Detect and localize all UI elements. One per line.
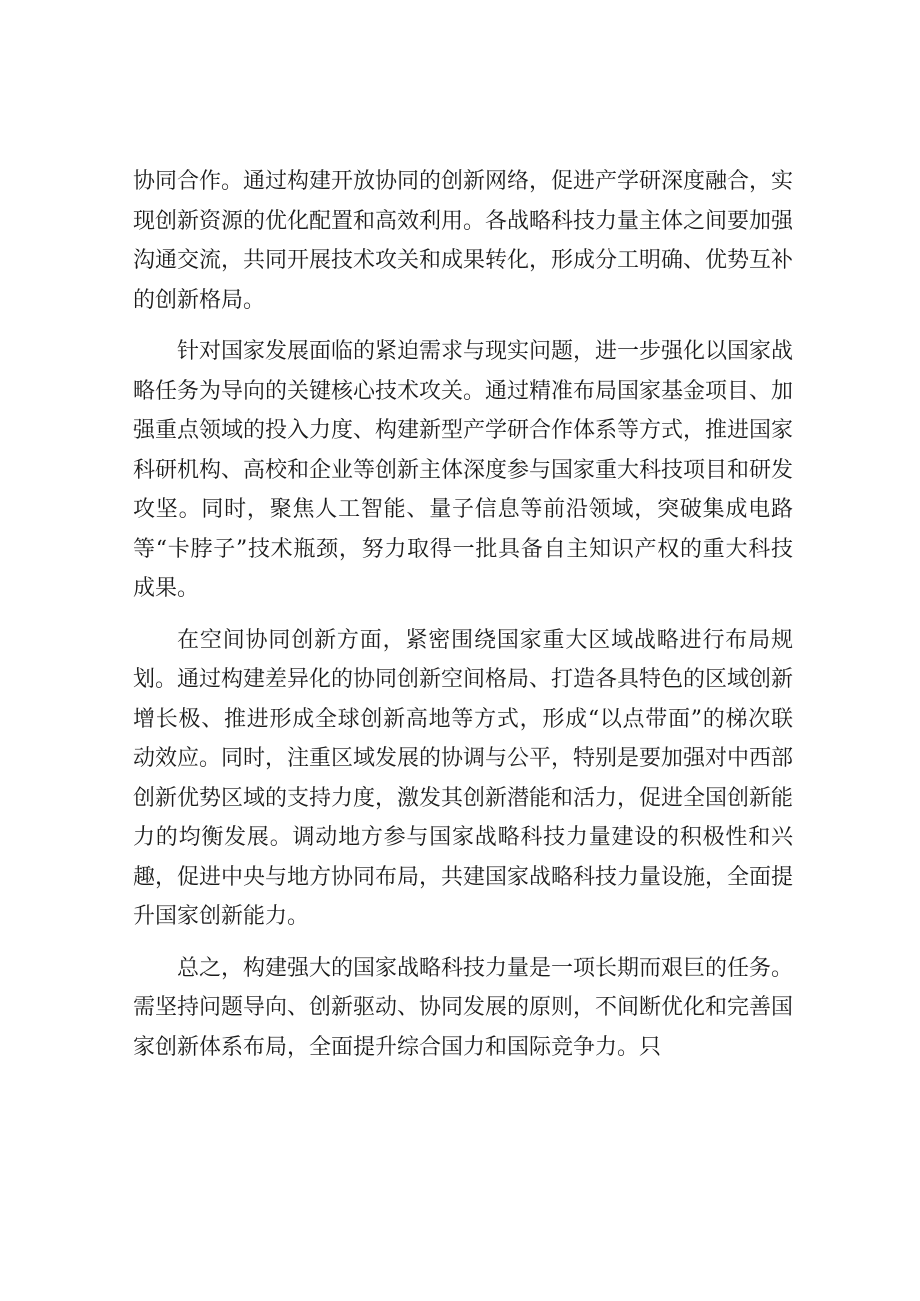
paragraph-continuation: 协同合作。通过构建开放协同的创新网络，促进产学研深度融合，实现创新资源的优化配置和高效利用。各战略科技力量主体之间要加强沟通交流，共同开展技术攻关和成果转化，形成分工明确、优势互补的创新格局。 xyxy=(133,169,794,313)
paragraph-spatial-innovation: 在空间协同创新方面，紧密围绕国家重大区域战略进行布局规划。通过构建差异化的协同创新空间格局、打造各具特色的区域创新增长极、推进形成全球创新高地等方式，形成“以点带面”的梯次联动效应。同时，注重区域发展的协调与公平，特别是要加强对中西部创新优势区域的支持力度，激发其创新潜能和活力，促进全国创新能力的均衡发展。调动地方参与国家战略科技力量建设的积极性和兴趣，促进中央与地方协同布局，共建国家战略科技力量设施，全面提升国家创新能力。 xyxy=(133,627,794,929)
document-body xyxy=(133,162,793,1079)
paragraph-conclusion: 总之，构建强大的国家战略科技力量是一项长期而艰巨的任务。需坚持问题导向、创新驱动、协同发展的原则，不间断优化和完善国家创新体系布局，全面提升综合国力和国际竞争力。只 xyxy=(133,955,794,1060)
paragraph-key-technology: 针对国家发展面临的紧迫需求与现实问题，进一步强化以国家战略任务为导向的关键核心技术攻关。通过精准布局国家基金项目、加强重点领域的投入力度、构建新型产学研合作体系等方式，推进国家科研机构、高校和企业等创新主体深度参与国家重大科技项目和研发攻坚。同时，聚焦人工智能、量子信息等前沿领域，突破集成电路等“卡脖子”技术瓶颈，努力取得一批具备自主知识产权的重大科技成果。 xyxy=(133,339,794,601)
